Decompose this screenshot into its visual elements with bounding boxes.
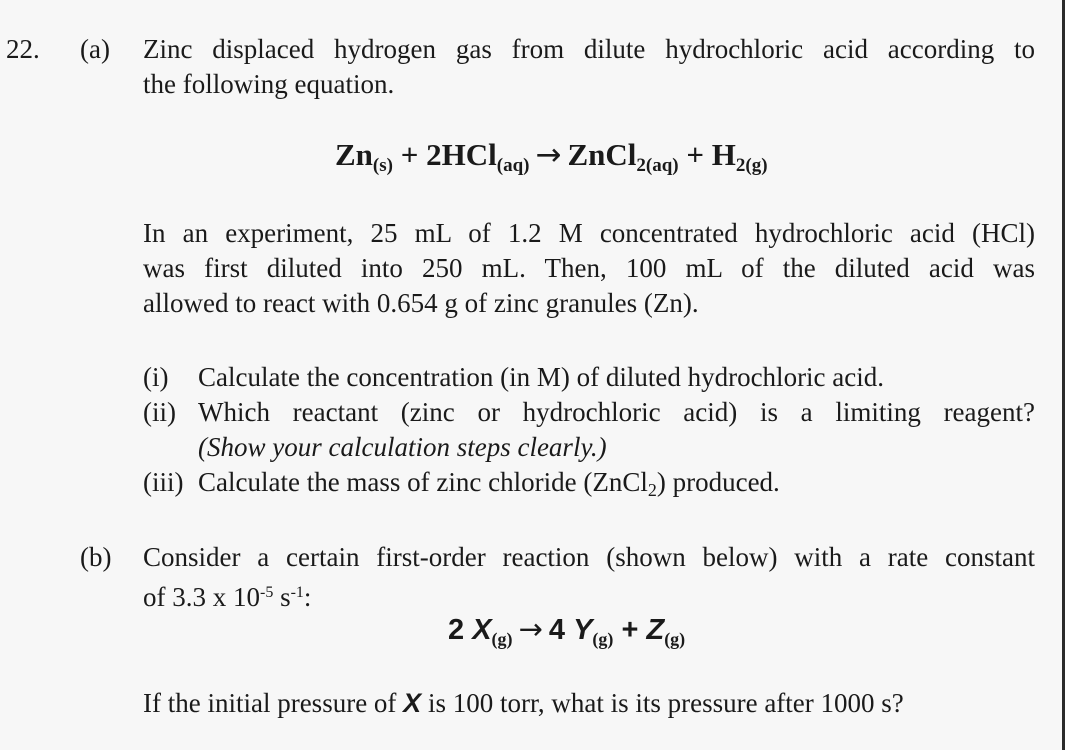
- question-number: 22.: [6, 34, 40, 64]
- part-b-line1: Consider a certain first-order reaction (shown below) with a rate constant: [143, 542, 1035, 572]
- rate-const-unit: s: [273, 582, 291, 612]
- part-a-para-line1: In an experiment, 25 mL of 1.2 M concentrated hydrochloric acid (HCl): [143, 218, 1035, 248]
- eq-zncl: ZnCl: [567, 137, 637, 172]
- eq2-plus: +: [621, 614, 639, 646]
- subq-iii-text: [198, 465, 780, 508]
- part-a-intro-line1: Zinc displaced hydrogen gas from dilute hydrochloric acid according to: [143, 34, 1035, 64]
- eq2-x: X: [472, 614, 492, 646]
- rate-const-exp: -5: [260, 584, 274, 601]
- reaction-arrow-icon: →: [535, 137, 562, 173]
- subq-iii-sub: 2: [647, 480, 657, 500]
- subq-i-text: Calculate the concentration (in M) of diluted hydrochloric acid.: [198, 362, 885, 392]
- eq2-y: Y: [573, 614, 593, 646]
- eq-h2-sub: 2(g): [735, 155, 768, 176]
- subq-ii-note: (Show your calculation steps clearly.): [198, 432, 607, 462]
- subq-ii-text: Which reactant (zinc or hydrochloric acid) is a limiting reagent?: [198, 397, 1035, 427]
- subq-iii-text-pre: Calculate the mass of zinc chloride (ZnCl: [198, 467, 648, 497]
- part-b-question: [143, 686, 904, 721]
- subq-iii-text-post: ) produced.: [656, 467, 780, 497]
- eq-hcl-state: (aq): [496, 155, 530, 176]
- eq-zn-state: (s): [372, 155, 393, 176]
- eq-h2: + H: [686, 137, 736, 172]
- xyz-equation: [448, 612, 685, 650]
- part-a-para-line3: allowed to react with 0.654 g of zinc granules (Zn).: [143, 288, 699, 318]
- eq2-z-state: (g): [664, 629, 686, 649]
- subq-ii-label: (ii): [143, 397, 176, 427]
- zinc-hcl-equation: [335, 137, 768, 177]
- part-b-line2: [143, 575, 311, 615]
- eq2-y-state: (g): [592, 629, 614, 649]
- final-pre: If the initial pressure of: [143, 688, 404, 718]
- rate-const-colon: :: [303, 582, 312, 612]
- eq-zncl-sub: 2(aq): [636, 155, 679, 176]
- eq2-x-state: (g): [491, 629, 513, 649]
- eq2-z: Z: [646, 614, 665, 646]
- final-var: X: [403, 688, 422, 718]
- subq-i-label: (i): [143, 362, 169, 392]
- rate-const-unit-exp: -1: [290, 584, 304, 601]
- final-post: is 100 torr, what is its pressure after 1000 s?: [421, 688, 904, 718]
- rate-const-pre: of 3.3 x 10: [143, 582, 260, 612]
- eq2-coef-x: 2: [448, 614, 465, 646]
- eq-hcl: + 2HCl: [400, 137, 497, 172]
- part-b-label: (b): [80, 542, 112, 572]
- subq-iii-label: (iii): [143, 467, 184, 497]
- eq2-coef-y: 4: [548, 614, 565, 646]
- eq-zn: Zn: [335, 137, 373, 172]
- reaction-arrow-2-icon: →: [518, 612, 543, 646]
- part-a-para-line2: was first diluted into 250 mL. Then, 100 mL of the diluted acid was: [143, 253, 1035, 283]
- part-a-intro-line2: the following equation.: [143, 69, 395, 99]
- part-a-label: (a): [80, 34, 110, 64]
